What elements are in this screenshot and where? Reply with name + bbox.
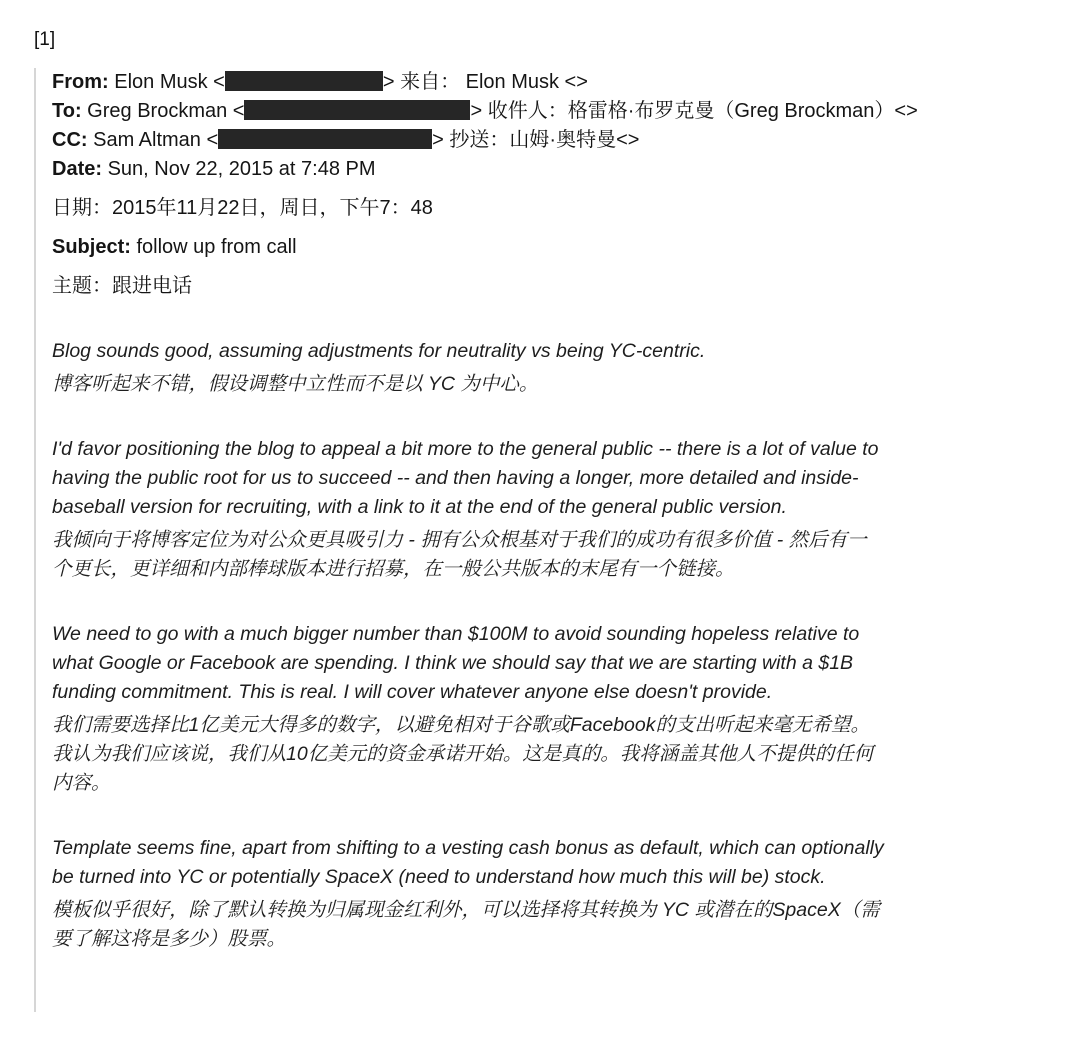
date-line [52,155,1024,184]
from-label: From: [52,71,109,93]
paragraph-3-en: We need to go with a much bigger number than $100M to avoid sounding hopeless relative to what Google or Facebook are spending. I think we should say that we are starting with a $1B funding commitment. This is real. I will cover whatever anyone else doesn't provide. [52,623,860,703]
paragraph-2-en: I'd favor positioning the blog to appeal a bit more to the general public -- there is a lot of value to having the public root for us to succeed -- and then having a longer, more detailed and inside- baseball version for recruiting, with a link to it at the end of the general public version. [52,438,879,518]
paragraph-3-cn: 我们需要选择比1亿美元大得多的数字，以避免相对于谷歌或Facebook的支出听起来毫无希望。 我认为我们应该说，我们从10亿美元的资金承诺开始。这是真的。我将涵盖其他人不提供的任何 内容。 [52,714,874,794]
to-name: Greg Brockman < [87,100,245,122]
cc-label: CC: [52,129,88,151]
date-cn-line: 日期：2015年11月22日，周日，下午7：48 [52,197,433,219]
subject-label: Subject: [52,236,131,258]
paragraph-4-en: Template seems fine, apart from shifting to a vesting cash bonus as default, which can optionally be turned into YC or potentially SpaceX (need to understand how much this will be) stock. [52,837,884,888]
redacted-email-from [225,71,383,91]
paragraph-1-cn: 博客听起来不错，假设调整中立性而不是以 YC 为中心。 [52,373,539,395]
to-suffix: > 收件人：格雷格·布罗克曼（Greg Brockman）<> [470,100,918,122]
cc-line [52,126,1024,155]
cc-suffix: > 抄送：山姆·奥特曼<> [432,129,640,151]
reference-marker: [1] [34,29,56,50]
from-suffix: > 来自： Elon Musk <> [382,71,588,93]
date-label: Date: [52,158,103,180]
redacted-email-to [244,100,470,120]
from-line [52,68,1024,97]
subject-value: follow up from call [136,236,297,258]
paragraph-4-cn: 模板似乎很好，除了默认转换为归属现金红利外，可以选择将其转换为 YC 或潜在的SpaceX（需 要了解这将是多少）股票。 [52,899,880,950]
paragraph-1-en: Blog sounds good, assuming adjustments for neutrality vs being YC-centric. [52,340,706,362]
subject-cn-line: 主题：跟进电话 [52,275,192,297]
cc-name: Sam Altman < [93,129,219,151]
from-name: Elon Musk < [114,71,225,93]
paragraph-2-cn: 我倾向于将博客定位为对公众更具吸引力 - 拥有公众根基对于我们的成功有很多价值 - 然后有一 个更长，更详细和内部棒球版本进行招募，在一般公共版本的末尾有一个链接。 [52,529,867,580]
to-label: To: [52,100,82,122]
email-quote-block [34,68,1024,1012]
subject-line [52,233,1024,262]
to-line [52,97,1024,126]
date-value: Sun, Nov 22, 2015 at 7:48 PM [107,158,376,180]
redacted-email-cc [218,129,432,149]
